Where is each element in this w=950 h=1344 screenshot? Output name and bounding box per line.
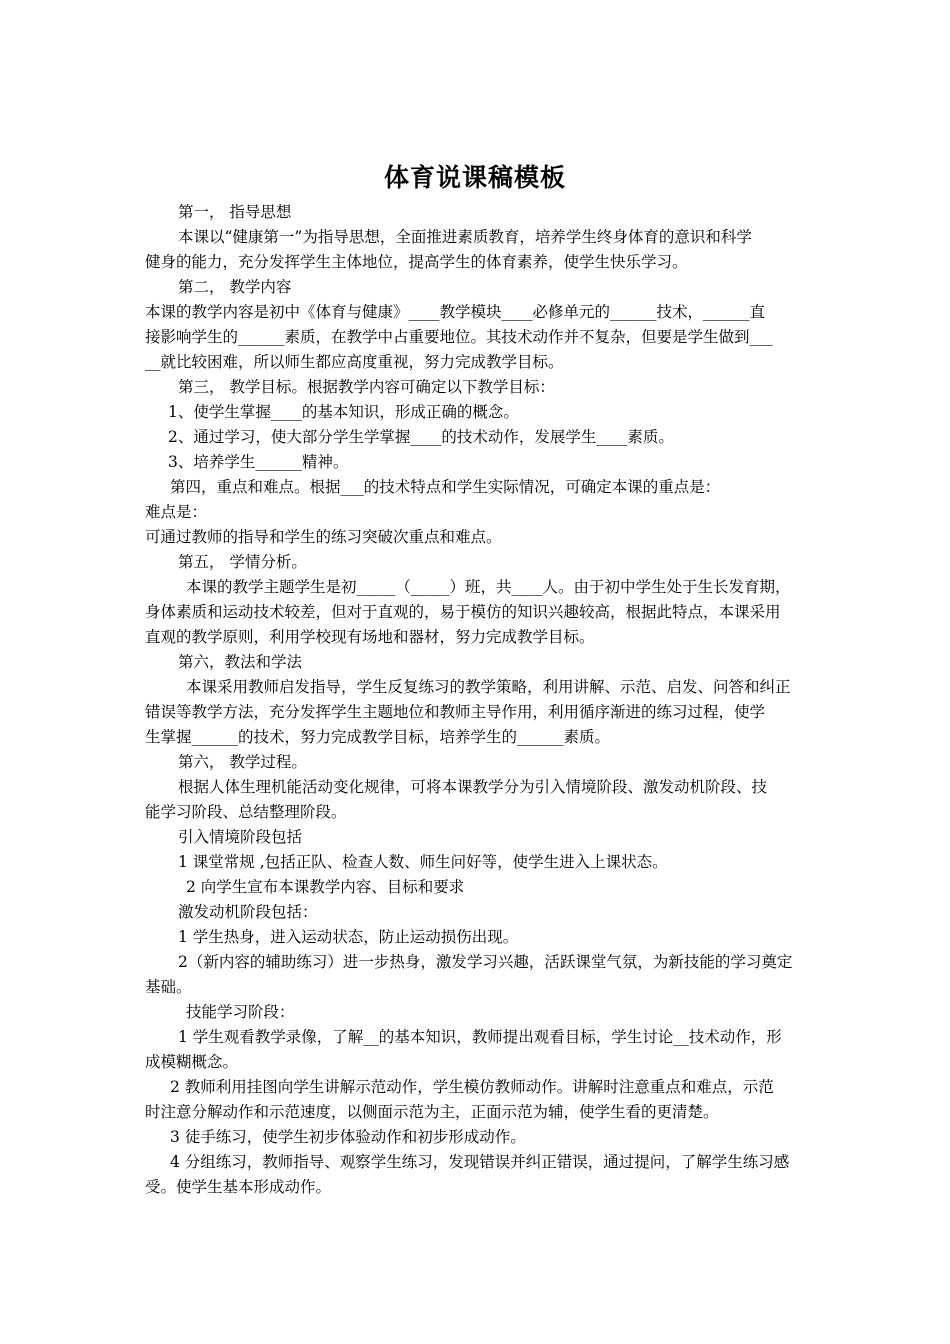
paragraph-line: 成模糊概念。 [145,1053,239,1071]
subheading: 引入情境阶段包括 [178,828,303,846]
list-item: 2（新内容的辅助练习）进一步热身，激发学习兴趣，活跃课堂气氛，为新技能的学习奠定 [178,953,793,971]
list-item: 3 徒手练习，使学生初步体验动作和初步形成动作。 [170,1128,526,1146]
section-heading: 第二， 教学内容 [178,278,292,296]
paragraph-line: 基础。 [145,978,192,996]
section-heading: 第四，重点和难点。根据___的技术特点和学生实际情况，可确定本课的重点是： [170,478,721,496]
paragraph-line: 根据人体生理机能活动变化规律，可将本课教学分为引入情境阶段、激发动机阶段、技 [178,778,768,796]
list-item: 3、培养学生______精神。 [168,453,349,471]
list-item: 1 学生观看教学录像，了解__的基本知识，教师提出观看目标，学生讨论__技术动作，形 [178,1028,782,1046]
list-item: 2 教师利用挂图向学生讲解示范动作，学生模仿教师动作。讲解时注意重点和难点，示范 [170,1078,774,1096]
paragraph-line: 可通过教师的指导和学生的练习突破次重点和难点。 [145,528,502,546]
paragraph-line: 本课采用教师启发指导，学生反复练习的教学策略，利用讲解、示范、启发、问答和纠正 [186,678,791,696]
paragraph-line: 接影响学生的______素质，在教学中占重要地位。其技术动作并不复杂，但要是学生做到___ [145,328,773,346]
paragraph-line: 直观的教学原则，利用学校现有场地和器材，努力完成教学目标。 [145,628,595,646]
document-title: 体育说课稿模板 [383,163,566,192]
list-item: 2、通过学习，使大部分学生学掌握____的技术动作，发展学生____素质。 [168,428,674,446]
subheading: 激发动机阶段包括： [178,903,318,921]
paragraph-line: 本课以“健康第一”为指导思想，全面推进素质教育，培养学生终身体育的意识和科学 [178,228,752,246]
section-heading: 第三， 教学目标。根据教学内容可确定以下教学目标： [178,378,555,396]
section-heading: 第一， 指导思想 [178,203,292,221]
subheading: 技能学习阶段： [186,1003,295,1021]
paragraph-line: 本课的教学内容是初中《体育与健康》____教学模块____必修单元的______技术，______直 [145,303,766,321]
paragraph-line: 时注意分解动作和示范速度，以侧面示范为主，正面示范为辅，使学生看的更清楚。 [145,1103,719,1121]
paragraph-line: 难点是： [145,503,208,521]
list-item: 1 课堂常规 ,包括正队、检查人数、师生问好等，使学生进入上课状态。 [178,853,668,871]
paragraph-line: 受。使学生基本形成动作。 [145,1178,332,1196]
paragraph-line: 生掌握______的技术，努力完成教学目标，培养学生的______素质。 [145,728,611,746]
list-item: 1 学生热身，进入运动状态，防止运动损伤出现。 [178,928,519,946]
paragraph-line: 错误等教学方法，充分发挥学生主题地位和教师主导作用，利用循序渐进的练习过程，使学 [145,703,766,721]
list-item: 4 分组练习，教师指导、观察学生练习，发现错误并纠正错误，通过提问，了解学生练习感 [170,1153,790,1171]
section-heading: 第六， 教学过程。 [178,753,307,771]
section-heading: 第六，教法和学法 [178,653,303,671]
paragraph-line: 身体素质和运动技术较差，但对于直观的，易于模仿的知识兴趣较高，根据此特点，本课采用 [145,603,781,621]
paragraph-line: 健身的能力，充分发挥学生主体地位，提高学生的体育素养，使学生快乐学习。 [145,253,688,271]
paragraph-line: __就比较困难，所以师生都应高度重视，努力完成教学目标。 [145,353,564,371]
list-item: 1、使学生掌握____的基本知识，形成正确的概念。 [168,403,519,421]
paragraph-line: 能学习阶段、总结整理阶段。 [145,803,347,821]
paragraph-line: 本课的教学主题学生是初_____（_____）班，共____人。由于初中学生处于生长发育期， [186,578,791,596]
section-heading: 第五， 学情分析。 [178,553,307,571]
list-item: 2 向学生宣布本课教学内容、目标和要求 [186,878,465,896]
